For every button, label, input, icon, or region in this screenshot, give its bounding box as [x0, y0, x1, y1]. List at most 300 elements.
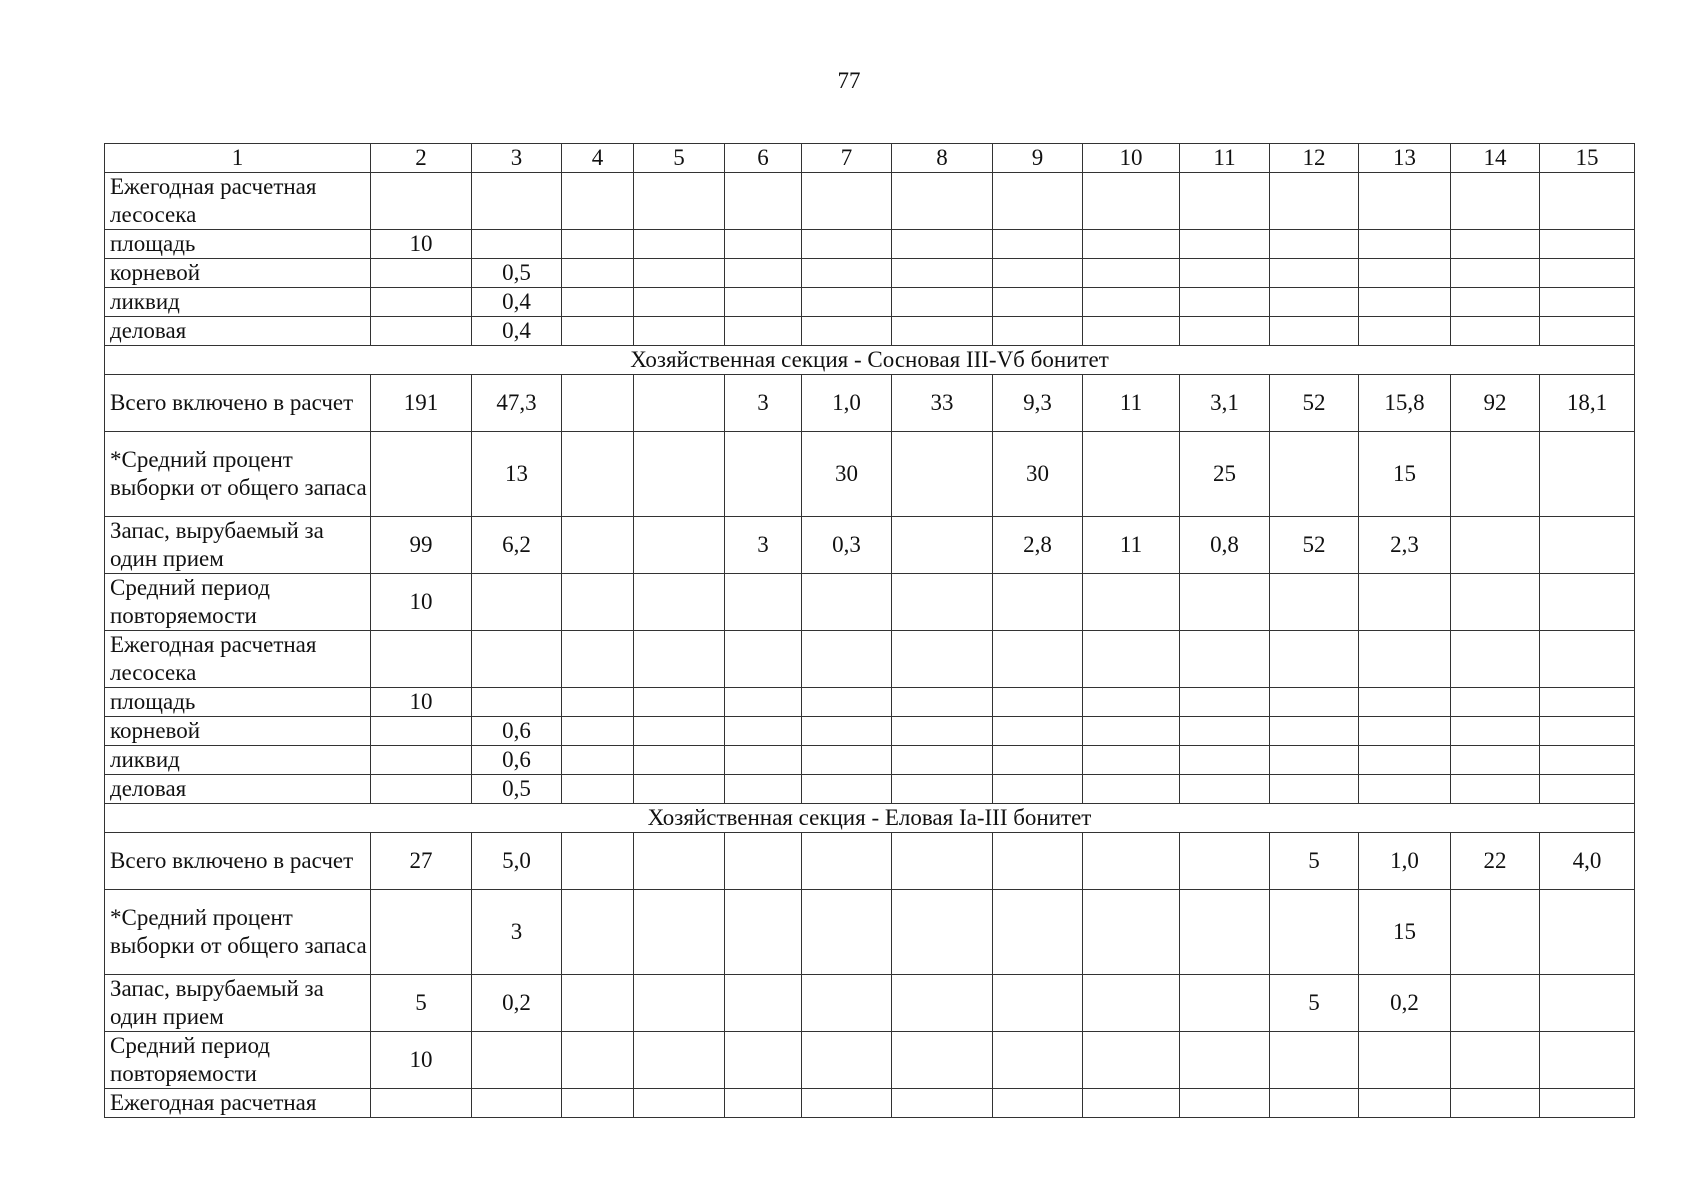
table-cell [472, 688, 562, 717]
table-cell [1270, 631, 1359, 688]
table-cell [562, 1032, 634, 1089]
table-cell [634, 746, 725, 775]
table-cell: 0,2 [472, 975, 562, 1032]
table-cell [993, 717, 1083, 746]
table-cell [472, 230, 562, 259]
table-cell [892, 432, 993, 517]
table-cell [1083, 746, 1180, 775]
table-cell [1359, 1032, 1451, 1089]
table-cell [725, 1032, 802, 1089]
row-label: деловая [105, 317, 371, 346]
table-cell [1359, 574, 1451, 631]
table-cell [1083, 1032, 1180, 1089]
table-row [105, 833, 1635, 890]
table-row [105, 775, 1635, 804]
table-cell: 5 [1270, 975, 1359, 1032]
table-cell [1270, 775, 1359, 804]
table-header-row [105, 144, 1635, 173]
table-cell [634, 173, 725, 230]
table-cell: 6,2 [472, 517, 562, 574]
column-header: 14 [1451, 144, 1540, 173]
row-label: Запас, вырубаемый за один прием [105, 975, 371, 1032]
table-cell [1180, 746, 1270, 775]
column-header: 6 [725, 144, 802, 173]
table-cell [892, 259, 993, 288]
table-cell: 15 [1359, 890, 1451, 975]
row-label: Ежегодная расчетная [105, 1089, 371, 1118]
table-row [105, 574, 1635, 631]
table-cell [634, 259, 725, 288]
table-row [105, 1089, 1635, 1118]
column-header: 4 [562, 144, 634, 173]
table-cell [725, 230, 802, 259]
table-cell [1359, 688, 1451, 717]
table-cell: 0,2 [1359, 975, 1451, 1032]
table-cell [802, 1089, 892, 1118]
table-cell: 5,0 [472, 833, 562, 890]
section-row [105, 346, 1635, 375]
table-row [105, 259, 1635, 288]
table-cell [1083, 631, 1180, 688]
column-header: 15 [1540, 144, 1635, 173]
column-header: 13 [1359, 144, 1451, 173]
table-row [105, 517, 1635, 574]
table-cell [1180, 230, 1270, 259]
table-row [105, 375, 1635, 432]
table-cell [1180, 173, 1270, 230]
table-cell [634, 717, 725, 746]
table-cell [892, 317, 993, 346]
table-cell [562, 259, 634, 288]
table-cell [1540, 432, 1635, 517]
table-cell [371, 173, 472, 230]
table-cell [1451, 432, 1540, 517]
table-cell [892, 574, 993, 631]
table-cell [371, 288, 472, 317]
table-cell: 3 [725, 517, 802, 574]
table-cell [802, 775, 892, 804]
table-cell [371, 890, 472, 975]
table-cell [1540, 717, 1635, 746]
table-cell [1083, 890, 1180, 975]
table-cell [472, 1089, 562, 1118]
row-label: корневой [105, 717, 371, 746]
table-cell [1180, 631, 1270, 688]
table-cell [1270, 574, 1359, 631]
table-cell: 33 [892, 375, 993, 432]
table-cell [1083, 833, 1180, 890]
row-label: Всего включено в расчет [105, 833, 371, 890]
table-cell [892, 833, 993, 890]
table-cell [1451, 631, 1540, 688]
table-cell [1451, 288, 1540, 317]
table-cell: 0,4 [472, 288, 562, 317]
table-cell [1451, 259, 1540, 288]
table-cell [1451, 1032, 1540, 1089]
table-cell [562, 631, 634, 688]
table-cell [993, 688, 1083, 717]
table-cell [1359, 1089, 1451, 1118]
table-cell [1270, 1032, 1359, 1089]
table-cell [1270, 717, 1359, 746]
row-label: *Средний процент выборки от общего запаса [105, 890, 371, 975]
table-cell [1270, 890, 1359, 975]
table-cell [371, 775, 472, 804]
table-row [105, 746, 1635, 775]
table-cell [1359, 173, 1451, 230]
table-cell [725, 688, 802, 717]
table-cell [1270, 173, 1359, 230]
table-cell [562, 173, 634, 230]
table-cell [1359, 775, 1451, 804]
table-cell [371, 746, 472, 775]
table-cell [634, 1089, 725, 1118]
table-cell [1083, 230, 1180, 259]
row-label: площадь [105, 688, 371, 717]
table-cell: 11 [1083, 375, 1180, 432]
table-cell [634, 317, 725, 346]
table-cell: 1,0 [802, 375, 892, 432]
data-table [104, 143, 1635, 1118]
table-cell: 47,3 [472, 375, 562, 432]
table-cell [725, 631, 802, 688]
row-label: площадь [105, 230, 371, 259]
table-cell [892, 1089, 993, 1118]
table-cell [1540, 1032, 1635, 1089]
table-cell: 52 [1270, 517, 1359, 574]
column-header: 3 [472, 144, 562, 173]
table-cell [1083, 688, 1180, 717]
table-cell [1359, 746, 1451, 775]
table-cell [802, 230, 892, 259]
table-cell [993, 230, 1083, 259]
table-cell [725, 317, 802, 346]
table-cell [634, 833, 725, 890]
row-label: ликвид [105, 746, 371, 775]
table-cell [634, 432, 725, 517]
table-cell [1540, 688, 1635, 717]
table-cell: 22 [1451, 833, 1540, 890]
table-cell: 0,5 [472, 775, 562, 804]
table-cell [1083, 317, 1180, 346]
table-cell [1083, 574, 1180, 631]
table-cell [725, 890, 802, 975]
table-cell: 15,8 [1359, 375, 1451, 432]
table-cell [1180, 1032, 1270, 1089]
row-label: Ежегодная расчетная лесосека [105, 173, 371, 230]
table-cell [725, 717, 802, 746]
table-cell [1451, 717, 1540, 746]
table-row [105, 230, 1635, 259]
table-cell [1540, 230, 1635, 259]
table-cell [562, 288, 634, 317]
table-cell [892, 631, 993, 688]
table-cell [1451, 890, 1540, 975]
table-cell [993, 288, 1083, 317]
table-cell [892, 288, 993, 317]
table-cell [1451, 688, 1540, 717]
table-cell [725, 975, 802, 1032]
table-cell: 10 [371, 688, 472, 717]
table-cell [1083, 1089, 1180, 1118]
table-cell [1451, 775, 1540, 804]
table-cell [1180, 975, 1270, 1032]
table-cell [725, 288, 802, 317]
table-cell [1180, 688, 1270, 717]
table-cell [634, 1032, 725, 1089]
table-cell [1270, 288, 1359, 317]
table-cell [634, 975, 725, 1032]
table-cell: 9,3 [993, 375, 1083, 432]
table-cell: 25 [1180, 432, 1270, 517]
row-label: Средний период повторяемости [105, 574, 371, 631]
table-cell [562, 833, 634, 890]
table-cell [1540, 975, 1635, 1032]
table-cell [562, 317, 634, 346]
table-cell [634, 775, 725, 804]
table-cell: 0,8 [1180, 517, 1270, 574]
table-cell [802, 717, 892, 746]
table-cell: 30 [993, 432, 1083, 517]
table-cell [892, 688, 993, 717]
table-cell [1083, 775, 1180, 804]
column-header: 7 [802, 144, 892, 173]
table-cell [802, 833, 892, 890]
table-cell [802, 1032, 892, 1089]
table-cell [1083, 173, 1180, 230]
table-cell: 0,3 [802, 517, 892, 574]
table-cell [634, 890, 725, 975]
table-cell [1540, 317, 1635, 346]
table-cell [634, 375, 725, 432]
section-row [105, 804, 1635, 833]
row-label: Всего включено в расчет [105, 375, 371, 432]
table-cell [802, 288, 892, 317]
table-cell [562, 230, 634, 259]
table-cell [1270, 230, 1359, 259]
table-cell [892, 230, 993, 259]
table-row [105, 975, 1635, 1032]
table-cell: 27 [371, 833, 472, 890]
table-cell [725, 259, 802, 288]
table-cell [802, 688, 892, 717]
table-cell [1540, 173, 1635, 230]
row-label: *Средний процент выборки от общего запаса [105, 432, 371, 517]
table-cell [725, 574, 802, 631]
table-cell [562, 717, 634, 746]
table-cell [993, 975, 1083, 1032]
table-cell: 11 [1083, 517, 1180, 574]
column-header: 10 [1083, 144, 1180, 173]
table-row [105, 288, 1635, 317]
table-cell [993, 833, 1083, 890]
table-cell [1540, 1089, 1635, 1118]
table-cell [993, 1032, 1083, 1089]
table-cell: 0,5 [472, 259, 562, 288]
table-cell [892, 775, 993, 804]
column-header: 8 [892, 144, 993, 173]
table-cell [1180, 288, 1270, 317]
table-row [105, 173, 1635, 230]
table-cell [1083, 975, 1180, 1032]
table-cell [1270, 432, 1359, 517]
table-cell: 99 [371, 517, 472, 574]
table-cell: 1,0 [1359, 833, 1451, 890]
table-cell: 0,4 [472, 317, 562, 346]
table-cell [802, 890, 892, 975]
table-cell [802, 975, 892, 1032]
table-cell [371, 317, 472, 346]
table-cell: 10 [371, 230, 472, 259]
table-cell [725, 1089, 802, 1118]
table-cell [802, 317, 892, 346]
table-cell [993, 775, 1083, 804]
table-cell [1180, 574, 1270, 631]
table-cell [1540, 890, 1635, 975]
column-header: 9 [993, 144, 1083, 173]
table-cell [562, 890, 634, 975]
table-cell [1451, 173, 1540, 230]
table-cell [371, 432, 472, 517]
table-cell [1451, 317, 1540, 346]
table-cell [562, 1089, 634, 1118]
table-cell [892, 517, 993, 574]
table-cell: 3,1 [1180, 375, 1270, 432]
column-header: 12 [1270, 144, 1359, 173]
table-cell [634, 517, 725, 574]
table-cell [1083, 288, 1180, 317]
table-cell [1083, 717, 1180, 746]
table-cell [472, 631, 562, 688]
table-cell [1540, 517, 1635, 574]
table-cell [1359, 230, 1451, 259]
table-cell [1180, 890, 1270, 975]
column-header: 5 [634, 144, 725, 173]
table-cell [1540, 631, 1635, 688]
table-cell [1540, 288, 1635, 317]
table-cell [993, 1089, 1083, 1118]
table-cell [1270, 259, 1359, 288]
row-label: деловая [105, 775, 371, 804]
table-cell [1270, 1089, 1359, 1118]
table-row [105, 1032, 1635, 1089]
table-cell [802, 746, 892, 775]
table-cell [1451, 975, 1540, 1032]
table-cell [993, 890, 1083, 975]
table-cell [892, 975, 993, 1032]
table-cell [1180, 775, 1270, 804]
table-cell [634, 574, 725, 631]
table-cell [1180, 833, 1270, 890]
table-cell [634, 230, 725, 259]
table-cell [993, 259, 1083, 288]
table-cell: 191 [371, 375, 472, 432]
table-cell [472, 173, 562, 230]
table-cell [634, 688, 725, 717]
table-cell: 10 [371, 574, 472, 631]
table-cell [892, 1032, 993, 1089]
table-cell [634, 631, 725, 688]
table-cell [725, 432, 802, 517]
table-cell [1180, 1089, 1270, 1118]
table-cell [1451, 574, 1540, 631]
table-cell: 52 [1270, 375, 1359, 432]
table-cell [1359, 288, 1451, 317]
table-cell [1540, 775, 1635, 804]
table-cell: 5 [371, 975, 472, 1032]
table-cell [993, 173, 1083, 230]
table-cell [1180, 259, 1270, 288]
table-cell [993, 631, 1083, 688]
table-cell [562, 432, 634, 517]
table-cell [562, 517, 634, 574]
table-cell [1451, 1089, 1540, 1118]
table-cell [562, 574, 634, 631]
table-cell: 2,8 [993, 517, 1083, 574]
row-label: корневой [105, 259, 371, 288]
table-cell [634, 288, 725, 317]
table-cell [1451, 230, 1540, 259]
column-header: 11 [1180, 144, 1270, 173]
table-cell [1083, 259, 1180, 288]
table-cell: 18,1 [1540, 375, 1635, 432]
table-cell [1540, 746, 1635, 775]
table-cell [562, 375, 634, 432]
table-cell [1083, 432, 1180, 517]
column-header: 1 [105, 144, 371, 173]
page-number: 77 [837, 68, 861, 93]
table-cell [1359, 259, 1451, 288]
table-cell [892, 717, 993, 746]
table-cell [1270, 317, 1359, 346]
table-cell [371, 1089, 472, 1118]
table-cell [1540, 574, 1635, 631]
row-label: Запас, вырубаемый за один прием [105, 517, 371, 574]
table-cell [472, 1032, 562, 1089]
table-cell [892, 890, 993, 975]
table-cell [1180, 717, 1270, 746]
table-cell: 13 [472, 432, 562, 517]
table-cell: 92 [1451, 375, 1540, 432]
table-cell [1359, 717, 1451, 746]
table-cell [1359, 631, 1451, 688]
table-cell [993, 746, 1083, 775]
table-cell [562, 975, 634, 1032]
table-row [105, 890, 1635, 975]
table-cell [562, 688, 634, 717]
table-cell: 10 [371, 1032, 472, 1089]
table-cell: 3 [472, 890, 562, 975]
column-header: 2 [371, 144, 472, 173]
table-cell [725, 775, 802, 804]
table-cell [1270, 746, 1359, 775]
table-cell: 2,3 [1359, 517, 1451, 574]
table-cell [371, 717, 472, 746]
table-cell [892, 746, 993, 775]
table-cell [725, 833, 802, 890]
table-cell [562, 746, 634, 775]
table-cell: 3 [725, 375, 802, 432]
table-cell: 30 [802, 432, 892, 517]
table-cell [725, 746, 802, 775]
table-cell [892, 173, 993, 230]
table-cell [725, 173, 802, 230]
table-cell [802, 574, 892, 631]
row-label: Средний период повторяемости [105, 1032, 371, 1089]
table-cell [1451, 746, 1540, 775]
table-cell [1540, 259, 1635, 288]
table-cell: 0,6 [472, 717, 562, 746]
